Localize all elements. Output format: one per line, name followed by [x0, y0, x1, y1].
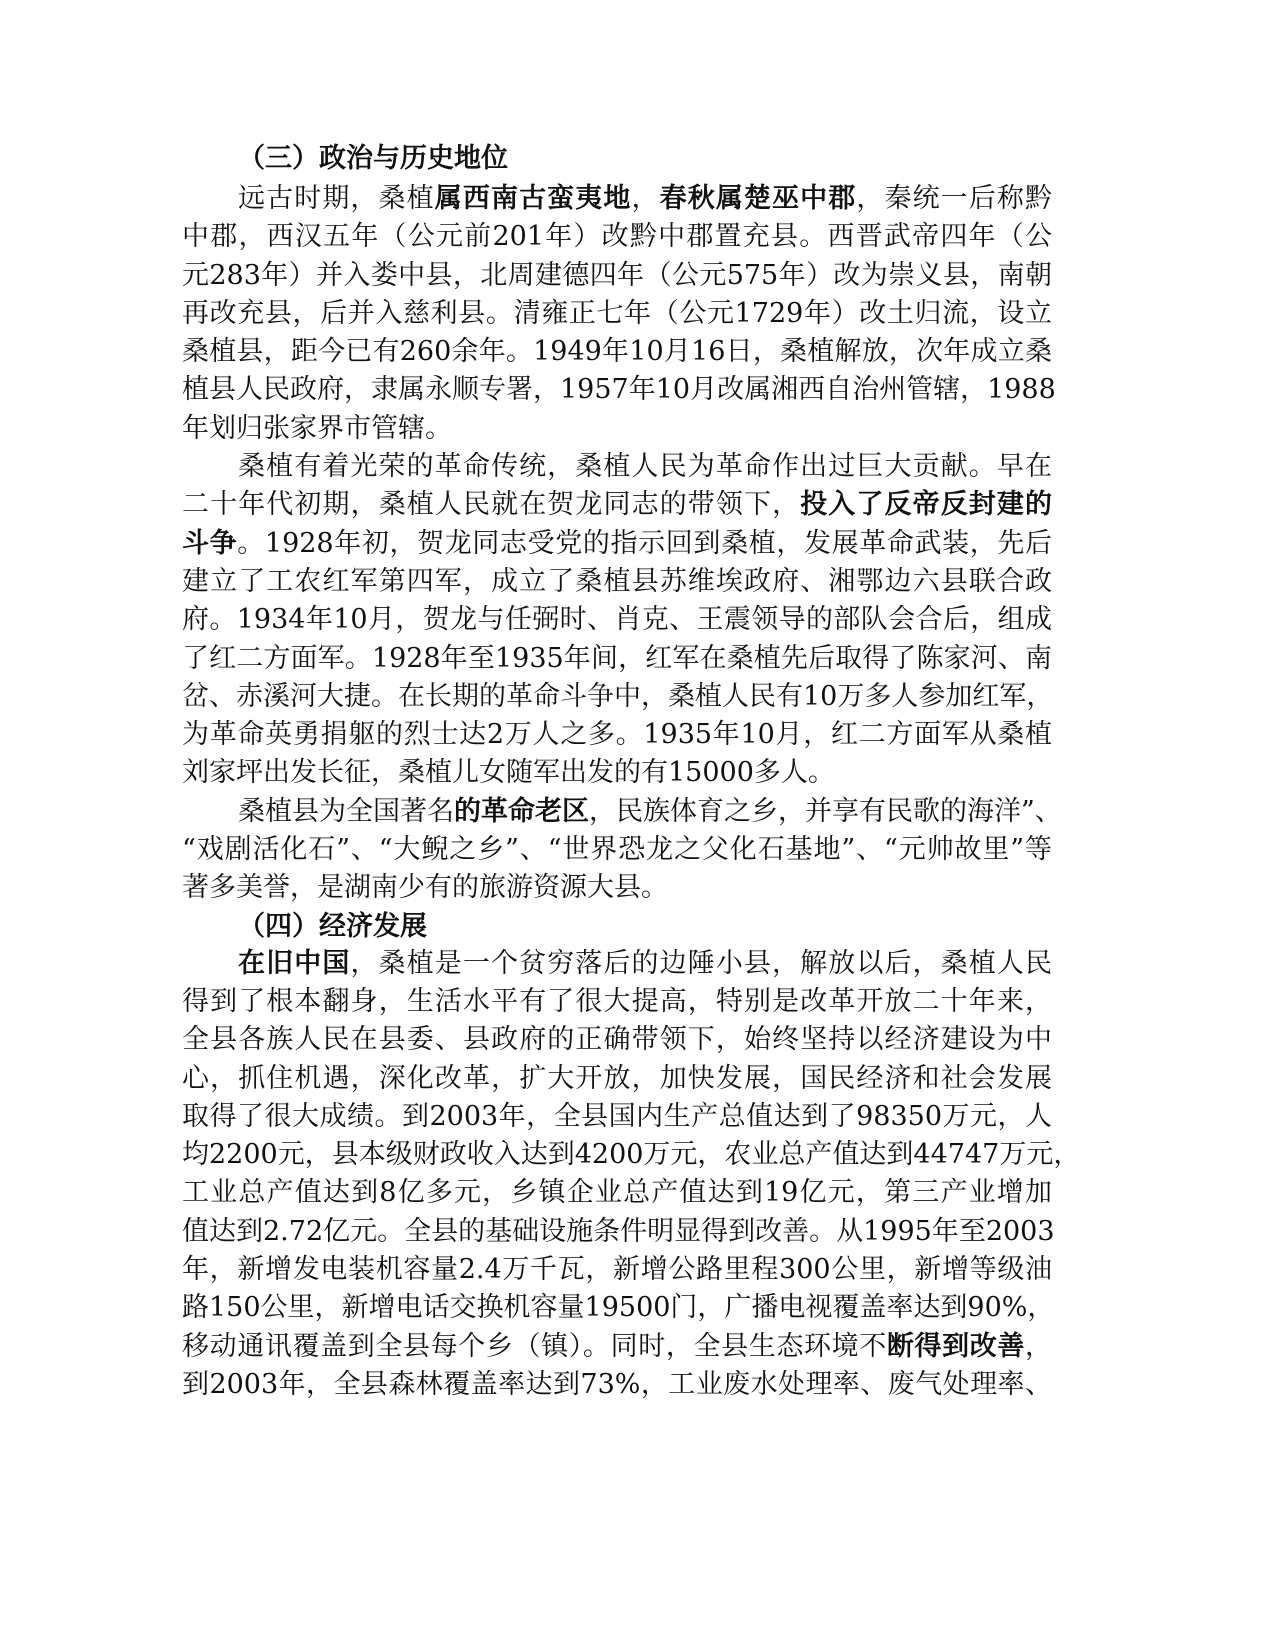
text-line: 刘家坪出发长征，桑植儿女随军出发的有15000多人。 — [182, 757, 835, 789]
document-page — [182, 140, 1081, 1404]
text-run: ，民族体育之乡，并享有民歌的海洋”、 — [589, 795, 1062, 827]
text-run: 远古时期，桑植 — [238, 183, 435, 214]
bold-text-run: 投入了反帝反封建的 — [800, 489, 1053, 521]
text-line: 年划归张家界市管辖。 — [182, 412, 452, 444]
text-run: 桑植县为全国著名 — [238, 795, 454, 827]
text-run: ， — [631, 183, 660, 214]
text-line: 工业总产值达到8亿多元，乡镇企业总产值达到19亿元，第三产业增加 — [182, 1177, 1052, 1209]
text-line: 了红二方面军。1928年至1935年间，红军在桑植先后取得了陈家河、南 — [182, 642, 1052, 674]
section-heading-economy: （四）经济发展 — [238, 910, 427, 942]
bold-text-run: 在旧中国 — [238, 947, 351, 979]
text-line: 再改充县，后并入慈利县。清雍正七年（公元1729年）改土归流，设立 — [182, 297, 1052, 329]
text-run: ，桑植是一个贫穷落后的边陲小县，解放以后，桑植人民 — [350, 947, 1053, 979]
paragraph-economy — [182, 945, 1081, 1405]
text-line: 路150公里，新增电话交换机容量19500门，广播电视覆盖率达到90%， — [182, 1292, 1055, 1324]
text-line: 元283年）并入娄中县，北周建德四年（公元575年）改为崇义县，南朝 — [182, 259, 1052, 291]
bold-text-run: 春秋属楚巫中郡 — [659, 183, 857, 214]
text-line: 著多美誉，是湖南少有的旅游资源大县。 — [182, 872, 668, 904]
text-line: 中郡，西汉五年（公元前201年）改黔中郡置充县。西晋武帝四年（公 — [182, 221, 1052, 253]
text-line — [182, 793, 1062, 831]
text-line: 值达到2.72亿元。全县的基础设施条件明显得到改善。从1995年至2003 — [182, 1215, 1055, 1247]
text-line: 岔、赤溪河大捷。在长期的革命斗争中，桑植人民有10万多人参加红军， — [182, 680, 1054, 712]
section-heading-politics-history: （三）政治与历史地位 — [238, 143, 508, 174]
text-line: 取得了很大成绩。到2003年，全县国内生产总值达到了98350万元，人 — [182, 1100, 1052, 1132]
text-run: ，秦统一后称黔 — [856, 183, 1053, 214]
text-line — [182, 945, 1052, 983]
text-line: 均2200元，县本级财政收入达到4200万元，农业总产值达到44747万元， — [182, 1139, 1081, 1171]
text-line: 府。1934年10月，贺龙与任弼时、肖克、王震领导的部队会合后，组成 — [182, 604, 1052, 636]
bold-text-run: 断得到改善 — [886, 1330, 1026, 1362]
text-line: 建立了工农红军第四军，成立了桑植县苏维埃政府、湘鄂边六县联合政 — [182, 565, 1052, 597]
text-line: 桑植有着光荣的革命传统，桑植人民为革命作出过巨大贡献。早在 — [238, 451, 1052, 483]
text-run: 二十年代初期，桑植人民就在贺龙同志的带领下， — [182, 489, 801, 521]
bold-text-run: 斗争 — [182, 527, 238, 559]
bold-text-run: 的革命老区 — [454, 795, 589, 827]
text-line: 心，抓住机遇，深化改革，扩大开放，加快发展，国民经济和社会发展 — [182, 1062, 1052, 1094]
text-run: 移动通讯覆盖到全县每个乡（镇）。同时，全县生态环境不 — [182, 1330, 887, 1362]
text-line: “戏剧活化石”、“大鲵之乡”、“世界恐龙之父化石基地”、“元帅故里”等 — [182, 834, 1052, 866]
paragraph-revolution — [182, 448, 1052, 793]
text-line — [182, 486, 1052, 524]
text-run: 。1928年初，贺龙同志受党的指示回到桑植，发展革命武装，先后 — [237, 527, 1052, 559]
text-line: 桑植县，距今已有260余年。1949年10月16日，桑植解放，次年成立桑 — [182, 336, 1052, 368]
text-line: 植县人民政府，隶属永顺专署，1957年10月改属湘西自治州管辖，1988 — [182, 374, 1056, 406]
text-line — [182, 525, 1052, 563]
text-line — [182, 180, 1052, 218]
text-run: ， — [1025, 1330, 1053, 1362]
text-line: 全县各族人民在县委、县政府的正确带领下，始终坚持以经济建设为中 — [182, 1024, 1052, 1056]
paragraph-honors — [182, 793, 1062, 908]
paragraph-history — [182, 180, 1056, 448]
text-line: 到2003年，全县森林覆盖率达到73%，工业废水处理率、废气处理率、 — [182, 1368, 1052, 1400]
text-line — [182, 1328, 1052, 1366]
text-line: 年，新增发电装机容量2.4万千瓦，新增公路里程300公里，新增等级油 — [182, 1254, 1052, 1286]
bold-text-run: 属西南古蛮夷地 — [434, 183, 632, 214]
text-line: 为革命英勇捐躯的烈士达2万人之多。1935年10月，红二方面军从桑植 — [182, 719, 1052, 751]
text-line: 得到了根本翻身，生活水平有了很大提高，特别是改革开放二十年来， — [182, 985, 1052, 1017]
